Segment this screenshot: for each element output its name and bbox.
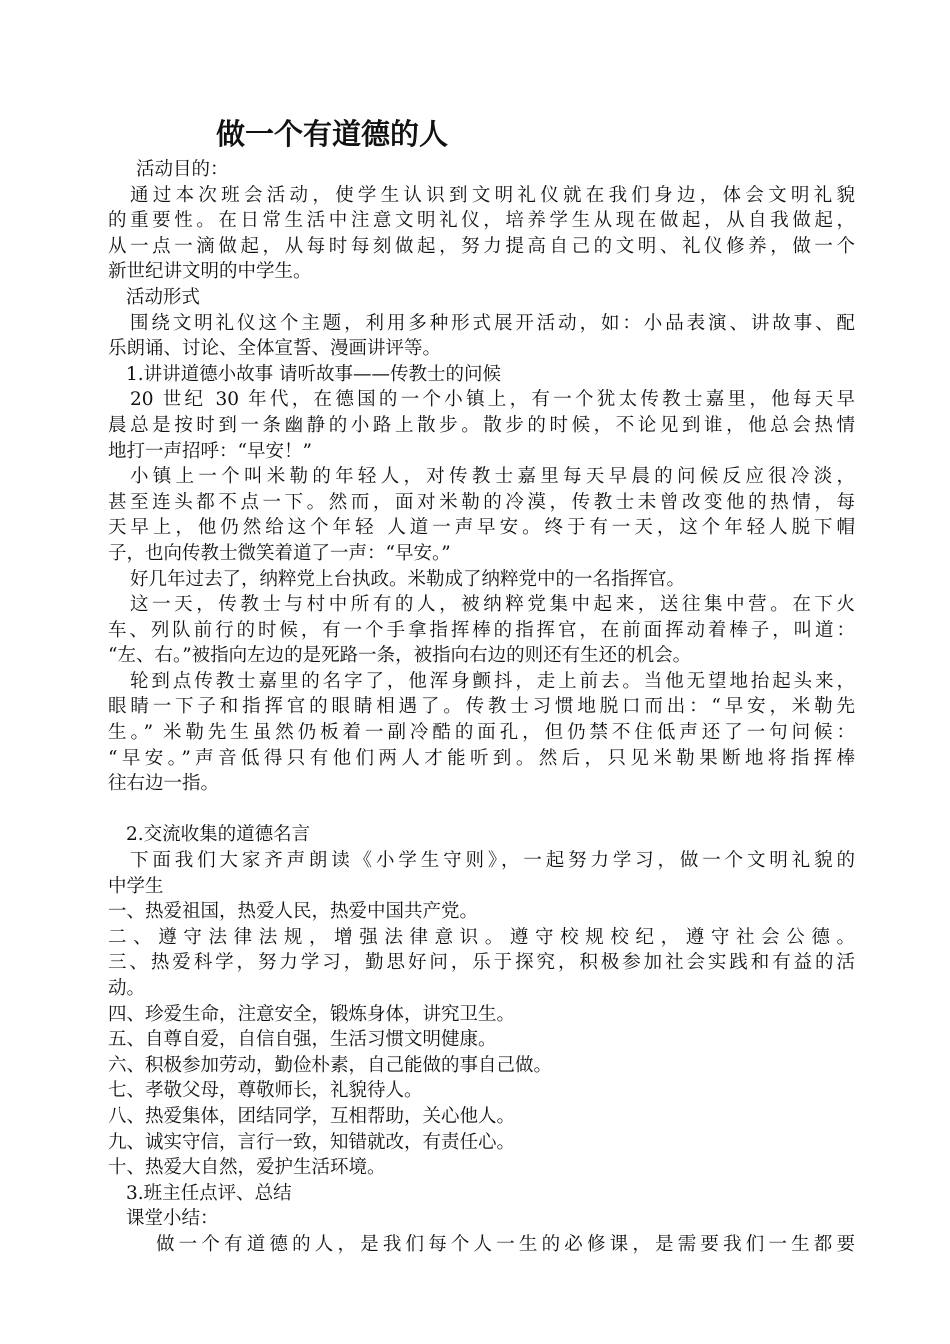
paragraph-line: 乐朗诵、讨论、全体宣誓、漫画讲评等。 (108, 338, 442, 360)
paragraph-line: 下面我们大家齐声朗读《小学生守则》，一起努力学习，做一个文明礼貌的 (130, 850, 855, 872)
section-heading-story: 1.讲讲道德小故事 请听故事——传教士的问候 (126, 363, 502, 385)
paragraph-line: 甚至连头都不点一下。然而，面对米勒的冷漠，传教士未曾改变他的热情，每 (108, 491, 855, 513)
paragraph-line: “早安。”声音低得只有他们两人才能听到。然后，只见米勒果断地将指挥棒 (108, 747, 855, 769)
rule-item: 四、珍爱生命，注意安全，锻炼身体，讲究卫生。 (108, 1003, 516, 1025)
paragraph-line: 生。” 米勒先生虽然仍板着一副冷酷的面孔，但仍禁不住低声还了一句问候： (108, 722, 855, 744)
blank-line (108, 797, 855, 823)
paragraph-line: 眼睛一下子和指挥官的眼睛相遇了。传教士习惯地脱口而出：“早安，米勒先 (108, 696, 855, 718)
rule-item: 五、自尊自爱，自信自强，生活习惯文明健康。 (108, 1029, 497, 1051)
heading-activity-goal: 活动目的： (136, 159, 229, 180)
paragraph-line: 这一天，传教士与村中所有的人，被纳粹党集中起来，送往集中营。在下火 (130, 594, 855, 616)
paragraph-line: “左、右。”被指向左边的是死路一条，被指向右边的则还有生还的机会。 (108, 645, 692, 667)
rule-item: 十、热爱大自然，爱护生活环境。 (108, 1157, 386, 1179)
rule-item: 动。 (108, 978, 146, 999)
paragraph-line: 从一点一滴做起，从每时每刻做起，努力提高自己的文明、礼仪修养，做一个 (108, 235, 855, 257)
paragraph-line: 往右边一指。 (108, 773, 220, 795)
rule-item: 九、诚实守信，言行一致，知错就改，有责任心。 (108, 1131, 516, 1153)
paragraph-line: 轮到点传教士嘉里的名字了，他浑身颤抖，走上前去。当他无望地抬起头来， (130, 670, 855, 692)
paragraph-line: 子，也向传教士微笑着道了一声：“早安。” (108, 542, 451, 564)
rule-item: 三、热爱科学，努力学习，勤思好问，乐于探究，积极参加社会实践和有益的活 (108, 952, 855, 974)
rule-item: 六、积极参加劳动，勤俭朴素，自己能做的事自己做。 (108, 1054, 553, 1076)
paragraph-line: 中学生 (108, 875, 164, 897)
paragraph-line: 20 世纪 30 年代，在德国的一个小镇上，有一个犹太传教士嘉里，他每天早 (130, 389, 855, 411)
paragraph-line: 的重要性。在日常生活中注意文明礼仪，培养学生从现在做起，从自我做起， (108, 210, 855, 232)
paragraph-line: 地打一声招呼：“早安！” (108, 440, 312, 462)
paragraph-line: 做一个有道德的人，是我们每个人一生的必修课，是需要我们一生都要 (156, 1233, 855, 1255)
paragraph-line: 好几年过去了，纳粹党上台执政。米勒成了纳粹党中的一名指挥官。 (130, 568, 686, 590)
heading-activity-form: 活动形式 (126, 286, 201, 308)
paragraph-line: 小镇上一个叫米勒的年轻人，对传教士嘉里每天早晨的问候反应很冷淡， (130, 466, 855, 488)
paragraph-line: 通过本次班会活动，使学生认识到文明礼仪就在我们身边，体会文明礼貌 (130, 184, 855, 206)
rule-item: 七、孝敬父母，尊敬师长，礼貌待人。 (108, 1080, 423, 1102)
paragraph-line: 晨总是按时到一条幽静的小路上散步。散步的时候，不论见到谁，他总会热情 (108, 414, 855, 436)
section-heading-summary: 3.班主任点评、总结 (126, 1182, 292, 1204)
paragraph-line: 天早上，他仍然给这个年轻 人道一声早安。终于有一天，这个年轻人脱下帽 (108, 517, 855, 539)
rule-item: 八、热爱集体，团结同学，互相帮助，关心他人。 (108, 1105, 516, 1127)
paragraph-line: 新世纪讲文明的中学生。 (108, 261, 312, 283)
paragraph-line: 围绕文明礼仪这个主题，利用多种形式展开活动，如：小品表演、讲故事、配 (130, 312, 855, 334)
paragraph-line: 车、列队前行的时候，有一个手拿指挥棒的指挥官，在前面挥动着棒子，叫道： (108, 619, 855, 641)
document-title: 做一个有道德的人 (216, 117, 449, 151)
section-heading-quotes: 2.交流收集的道德名言 (126, 824, 311, 846)
rule-item: 二、遵守法律法规，增强法律意识。遵守校规校纪，遵守社会公德。 (108, 926, 855, 948)
rule-item: 一、热爱祖国，热爱人民，热爱中国共产党。 (108, 901, 479, 923)
heading-class-summary: 课堂小结： (126, 1208, 219, 1230)
